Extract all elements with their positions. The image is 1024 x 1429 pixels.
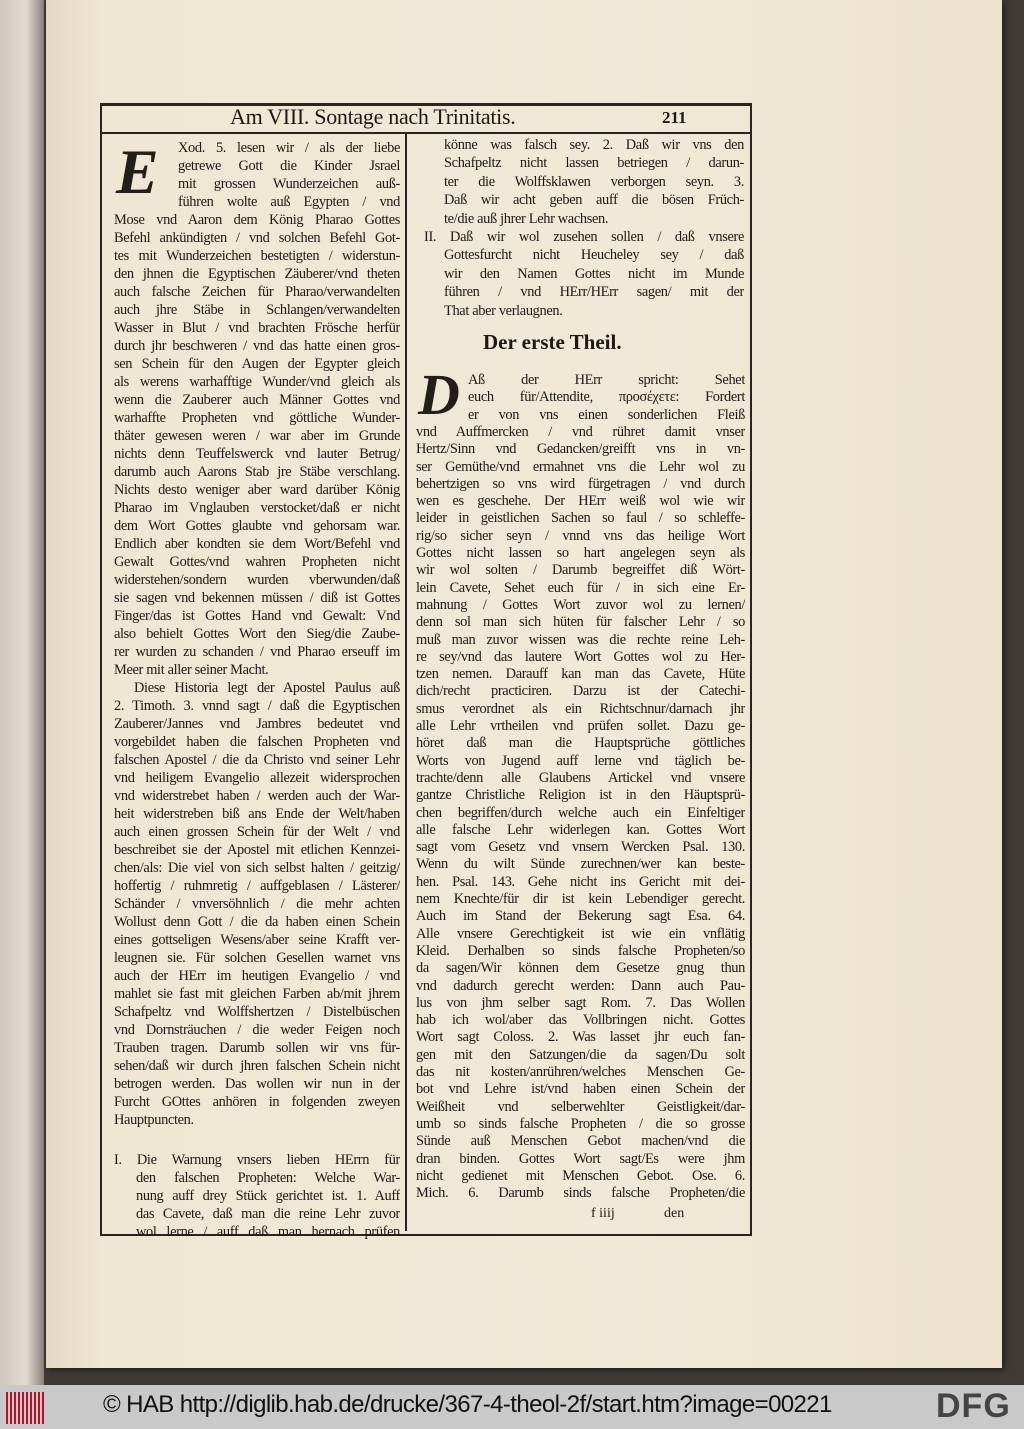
text-line: also behielt Gottes Wort den Sieg/die Zaube- <box>114 626 400 642</box>
catchword: den <box>664 1206 685 1221</box>
text-line: Pharao im Vnglauben verstocket/daß er nicht <box>114 500 400 516</box>
text-line: euch für/Attendite, προσέχετε: Fordert <box>468 389 745 406</box>
text-line: That aber verlaugnen. <box>444 302 563 319</box>
signature-mark: f iiij <box>591 1206 615 1221</box>
text-line: Furcht GOttes anhören in folgenden zweyen <box>114 1094 400 1110</box>
text-line: Finger/das ist Gottes Hand vnd Gewalt: Vnd <box>114 608 400 624</box>
text-line: lus von jhm selber sagt Rom. 7. Das Wollen <box>416 994 745 1011</box>
text-line: hen. Psal. 143. Gehe nicht ins Gericht mit dei- <box>416 873 745 890</box>
text-line: den falschen Propheten: Welche War- <box>136 1170 400 1186</box>
text-line: warhaffte Propheten vnd göttliche Wunder- <box>114 410 400 426</box>
text-line: Schafpeltz vnd Wolffshertzen / Distelbüschen <box>114 1004 400 1020</box>
text-line: hab ich wol/aber das Vollbringen nicht. Gottes <box>416 1012 745 1029</box>
text-line: Nichts desto weniger aber ward darüber König <box>114 482 400 498</box>
text-line: da sagen/Wir können dem Gesetze gnug thun <box>416 960 745 977</box>
text-line: gen mit den Satzungen/die da sagen/Du solt <box>416 1046 745 1063</box>
text-line: gantze Christliche Religion ist in den Häuptsprü- <box>416 787 745 804</box>
text-line: ser Gemüthe/vnd ermahnet vns die Lehr wol zu <box>416 458 745 475</box>
text-line: vnd Dornsträuchen / die weder Feigen noch <box>114 1022 400 1038</box>
text-line: te/die auß jhrer Lehr wachsen. <box>444 210 609 227</box>
text-line: bot vnd Lehre ist/vnd haben einen Schein der <box>416 1081 745 1098</box>
text-line: chen begriffen/durch welche auch ein Einfeltiger <box>416 804 745 821</box>
text-line: Wort sagt Coloss. 2. Was lasset jhr euch fan- <box>416 1029 745 1046</box>
text-line: Meer mit aller seiner Macht. <box>114 662 269 678</box>
text-line: auch einen grossen Schein für der Welt / vnd <box>114 824 400 840</box>
text-line: re sey/vnd das lautere Wort Gottes wol zu Her- <box>416 648 745 665</box>
text-line: nem Knechte/für dir ist kein Lebendiger gerecht. <box>416 891 745 907</box>
text-line: vnd widerstrebet haben / werden auch der War- <box>114 788 400 804</box>
text-line: dran binden. Gottes Wort sagt/Es were jhm <box>416 1150 745 1167</box>
text-line: Gottes nicht lassen so hart angelegen seyn als <box>416 545 745 561</box>
text-line: das nit kosten/anrühren/welches Menschen Ge- <box>416 1064 745 1080</box>
text-line: Wasser in Blut / vnd brachten Frösche herfür <box>114 320 400 336</box>
text-line: Wollust denn Gott / die da haben einen Schein <box>114 914 400 930</box>
running-head: Am VIII. Sontage nach Trinitatis. <box>230 104 516 129</box>
text-line: alle Lehr vrtheilen vnd prüfen sollet. Dazu ge- <box>416 718 745 734</box>
text-line: als werens warhafftige Wunder/vnd gleich als <box>114 374 400 390</box>
dfg-logo: DFG <box>936 1387 1011 1425</box>
text-line: leugnen sie. Für solchen Gesellen warnet vns <box>114 950 400 966</box>
text-line: sie sagen vnd bekennen müssen / diß ist Gottes <box>114 590 400 606</box>
text-line: mahnung / Gottes Wort zuvor wol zu lernen/ <box>416 596 745 613</box>
text-line: alle falsche Lehr widerlegen kan. Gottes Wort <box>416 821 745 838</box>
text-line: tes mit Wunderzeichen bestetigten / widerstun- <box>114 248 400 264</box>
text-line: den jhnen die Egyptischen Zäuberer/vnd theten <box>114 266 400 282</box>
text-line: betrogen werden. Das wollen wir nun in der <box>114 1076 400 1092</box>
text-line: nicht gedienet mit Menschen Gebot. Ose. 6. <box>416 1167 745 1184</box>
text-line: Hertz/Sinn vnd Gedancken/greifft vns in vn- <box>416 441 745 458</box>
text-line: widerstehen/sondern wurden vberwunden/daß <box>114 572 400 588</box>
text-line: wenn die Zauberer auch Männer Gottes vnd <box>114 392 400 408</box>
text-line: Alle vnsere Gerechtigkeit ist wie ein vnflätig <box>416 925 745 942</box>
section-heading: Der erste Theil. <box>483 330 622 354</box>
text-line: sehen/daß wir durch jhren falschen Schein nicht <box>114 1058 400 1074</box>
text-line: beschreibet sie der Apostel mit etlichen Kennzei- <box>114 842 400 858</box>
text-line: vnd Auffmercken / vnd rühret damit vnser <box>416 423 745 440</box>
text-line: Daß wir acht geben auff die bösen Früch- <box>444 192 744 209</box>
text-line: Trauben tragen. Darumb sollen wir vns für- <box>114 1040 400 1056</box>
text-line: führen / vnd HErr/HErr sagen/ mit der <box>444 284 744 301</box>
text-line: auch jhre Stäbe in Schlangen/verwandelten <box>114 302 400 318</box>
text-line: ter die Wolffsklawen verborgen seyn. 3. <box>444 173 744 190</box>
text-line: Wenn du wilt Sünde zurechnen/wer kan beste- <box>416 856 745 873</box>
text-line: wir wol solten / Darumb begreiffet diß Wört- <box>416 562 745 579</box>
text-line: trachte/denn alle Glaubens Artickel vnd vnsere <box>416 769 745 786</box>
text-line: Aß der HErr spricht: Sehet <box>468 372 745 388</box>
text-line: sagt vom Gesetz vnd vnsern Wercken Psal. 130. <box>416 839 745 856</box>
text-line: dem Wort Gottes glaubte vnd gehorsam war. <box>114 518 400 534</box>
text-line: thäter gewesen weren / war aber im Grunde <box>114 428 400 444</box>
text-line: smus verordnet als ein Richtschnur/darnach jhr <box>416 700 745 717</box>
text-line: auch der HErr im heutigen Evangelio / vnd <box>114 968 400 984</box>
text-line: behertzigen so vns wird fürgetragen / vnd durch <box>416 475 745 492</box>
text-line: leider in geistlichen Sachen so faul / so schleffe- <box>416 510 745 527</box>
text-line: sen Schein für den Augen der Egypter gleich <box>114 356 400 372</box>
text-line: I. Die Warnung vnsers lieben HErrn für <box>114 1152 400 1168</box>
text-line: nung auff drey Stück gerichtet ist. 1. Auff <box>136 1188 400 1204</box>
text-line: falschen Apostel / die da Christo vnd seiner Lehr <box>114 752 400 768</box>
drop-cap-left: E <box>116 136 159 207</box>
text-line: Gewalt Gottes/vnd wahren Propheten nicht <box>114 554 400 570</box>
text-line: umb so sinds falsche Propheten / die so grosse <box>416 1115 745 1132</box>
text-line: könne was falsch sey. 2. Daß wir vns den <box>444 137 744 153</box>
text-line: vnd dadurch gerecht werden: Dann auch Pau- <box>416 977 745 994</box>
text-line: hoffertig / ruhmretig / auffgeblasen / Lästerer/ <box>114 878 400 894</box>
text-line: Endlich aber kondten sie dem Wort/Befehl vnd <box>114 536 400 552</box>
text-line: Kleid. Derhalben so sinds falsche Propheten/so <box>416 942 745 959</box>
hab-logo-icon <box>6 1392 46 1424</box>
text-line: vnd heiligem Evangelio allezeit widersprochen <box>114 770 400 786</box>
text-line: Schafpeltz nicht lassen betriegen / darun- <box>444 155 744 172</box>
text-line: wol lerne / auff daß man hernach prüfen <box>136 1224 400 1240</box>
text-line: 2. Timoth. 3. vnnd sagt / daß die Egyptischen <box>114 698 400 714</box>
text-line: Diese Historia legt der Apostel Paulus auß <box>134 680 400 696</box>
text-line: Befehl ankündigten / vnd solchen Befehl Got- <box>114 230 400 246</box>
credit-link[interactable]: © HAB http://diglib.hab.de/drucke/367-4-theol-2f/start.htm?image=00221 <box>103 1391 832 1418</box>
text-line: muß man zuvor wissen was die rechte reine Leh- <box>416 631 745 648</box>
text-line: wir den Namen Gottes nicht im Munde <box>444 265 744 282</box>
text-line: mit grossen Wunderzeichen auß- <box>178 176 400 192</box>
text-line: wen es geschehe. Der HErr weiß wol wie wir <box>416 493 745 510</box>
text-line: Sünde auß Menschen Gebot machen/vnd die <box>416 1133 745 1150</box>
text-line: auch falsche Zeichen für Pharao/verwandelten <box>114 284 400 300</box>
text-line: chen/als: Die viel von sich selbst halten / geitzig/ <box>114 860 400 876</box>
text-line: er von vns einen sonderlichen Fleiß <box>468 406 745 423</box>
text-line: darumb auch Aarons Stab jre Stäbe verschlang. <box>114 464 400 480</box>
facing-page-edge <box>0 0 44 1385</box>
text-line: Weißheit vnd selberwehlter Geistligkeit/dar- <box>416 1098 745 1115</box>
text-line: Schänder / vnversöhnlich / die mehr achten <box>114 896 400 912</box>
text-line: höret daß man die Hauptsprüche göttliches <box>416 735 745 752</box>
text-line: Xod. 5. lesen wir / als der liebe <box>178 140 400 156</box>
text-line: lein Cavete, Sehet euch für / in sich eine Er- <box>416 579 745 596</box>
text-line: rer wurden zu schanden / vnd Pharao erseuff im <box>114 644 400 660</box>
drop-cap-right: D <box>418 362 460 427</box>
text-line: Mich. 6. Darumb sinds falsche Propheten/die <box>416 1185 745 1202</box>
page-number: 211 <box>662 108 687 127</box>
text-line: rig/so sicher seyn / vnnd vns das heilige Wort <box>416 527 745 544</box>
header-rule <box>100 132 750 134</box>
text-line: führen wolte auß Egypten / vnd <box>178 194 400 210</box>
text-line: getrewe Gott die Kinder Jsrael <box>178 158 400 174</box>
text-line: Hauptpuncten. <box>114 1112 194 1128</box>
column-divider <box>405 134 407 1231</box>
text-line: Worts von Jugend auff lerne vnd täglich be- <box>416 752 745 769</box>
text-line: tzen nemen. Darauff kan man das Cavete, Hüte <box>416 666 745 683</box>
text-line: dich/recht practiciren. Darzu ist der Catechi- <box>416 683 745 700</box>
text-line: II. Daß wir wol zusehen sollen / daß vnsere <box>424 229 744 245</box>
text-line: durch jhr beschweren / vnd das hatte einen gros- <box>114 338 400 354</box>
text-line: heit widerstreben biß ans Ende der Welt/haben <box>114 806 400 822</box>
text-line: mahlet sie fast mit gleichen Farben ab/mit jhrem <box>114 986 400 1002</box>
text-line: Auch im Stand der Bekerung sagt Esa. 64. <box>416 908 745 925</box>
text-line: vorgebildet haben die falschen Propheten vnd <box>114 734 400 750</box>
text-line: Mose vnd Aaron dem König Pharao Gottes <box>114 212 400 228</box>
text-line: Zauberer/Jannes vnd Jambres bedeutet vnd <box>114 716 400 732</box>
text-line: das Cavete, daß man die reine Lehr zuvor <box>136 1206 400 1222</box>
text-line: nichts denn Teuffelswerck vnd lauter Betrug/ <box>114 446 400 462</box>
text-line: Gottesfurcht nicht Heucheley sey / daß <box>444 247 744 264</box>
text-line: eines gottseligen Wesens/aber seine Krafft ver- <box>114 932 400 948</box>
text-line: denn sol man sich hüten für falscher Lehr / so <box>416 614 745 631</box>
